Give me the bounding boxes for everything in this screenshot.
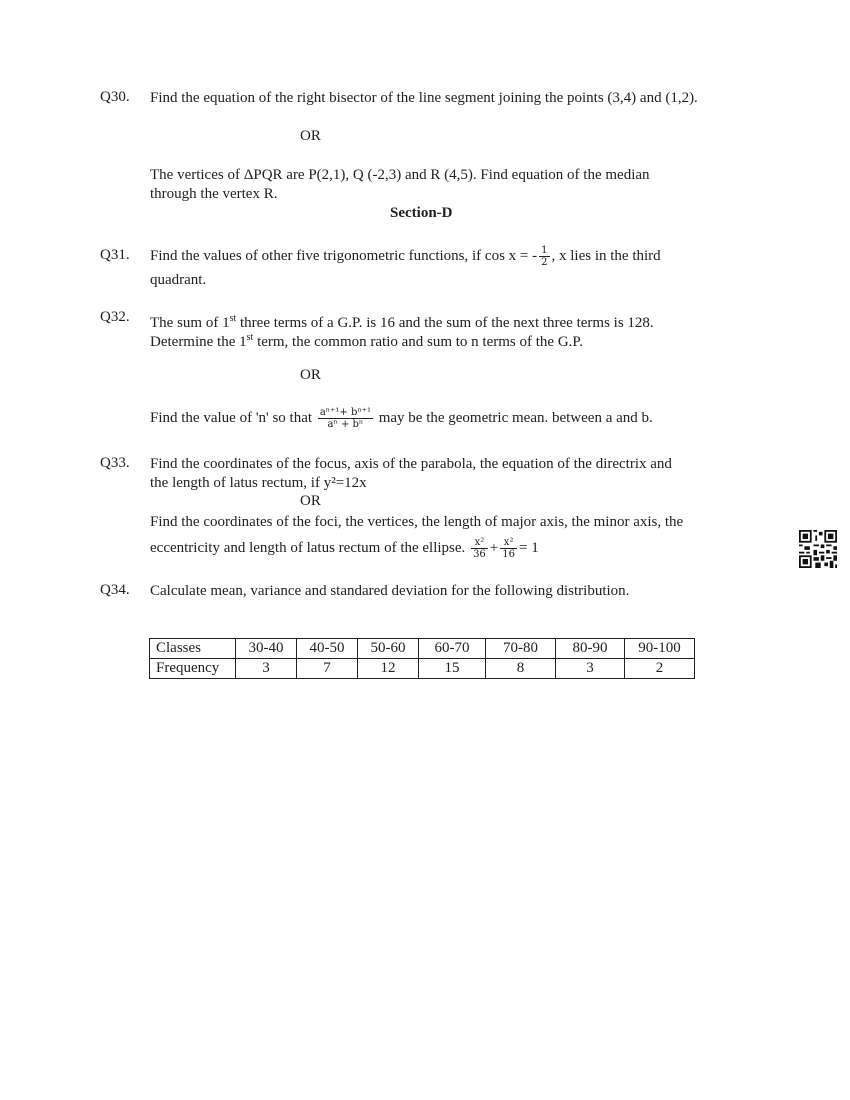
q33-alt-pre: eccentricity and length of latus rectum of the ellipse. — [150, 540, 466, 556]
q34-text: Calculate mean, variance and standared deviation for the following distribution. — [150, 583, 630, 599]
q32-alt — [150, 402, 653, 434]
table-cell: 3 — [556, 659, 625, 679]
q33-f2-num: x² — [503, 537, 514, 549]
q30-number: Q30. — [100, 89, 130, 105]
table-cell: 60-70 — [419, 639, 486, 659]
table-cell: 7 — [297, 659, 358, 679]
q32-or: OR — [300, 367, 321, 383]
table-row-classes — [150, 639, 695, 659]
q32-alt-fraction — [318, 407, 373, 430]
table-cell: 3 — [236, 659, 297, 679]
q31-frac-den: 2 — [541, 257, 548, 269]
q30-or: OR — [300, 128, 321, 144]
q33-or: OR — [300, 493, 321, 509]
q32-alt-num: aⁿ⁺¹+ bⁿ⁺¹ — [319, 407, 371, 419]
q31-fraction — [539, 245, 549, 268]
q32-number: Q32. — [100, 309, 130, 325]
table-row-frequency — [150, 659, 695, 679]
q30-alt-line2: through the vertex R. — [150, 186, 278, 202]
row-label-classes: Classes — [150, 639, 236, 659]
table-cell: 80-90 — [556, 639, 625, 659]
q31-number: Q31. — [100, 247, 130, 263]
q31-frac-num: 1 — [541, 245, 548, 257]
q33-f1-num: x² — [474, 537, 485, 549]
table-cell: 50-60 — [358, 639, 419, 659]
q33-line1: Find the coordinates of the focus, axis of the parabola, the equation of the directrix and — [150, 456, 672, 472]
q32-alt-den: aⁿ + bⁿ — [318, 418, 373, 430]
q32-l2sup: st — [246, 332, 254, 343]
q32-l1a: The sum of 1 — [150, 315, 230, 331]
q33-alt-line1: Find the coordinates of the foci, the vertices, the length of major axis, the minor axis, the — [150, 514, 684, 530]
q33-number: Q33. — [100, 455, 130, 471]
table-cell: 40-50 — [297, 639, 358, 659]
q32-l2b: term, the common ratio and sum to n terms of the G.P. — [253, 334, 583, 350]
q33-line2: the length of latus rectum, if y²=12x — [150, 475, 367, 491]
q31-line1 — [150, 242, 661, 270]
q32-l1b: three terms of a G.P. is 16 and the sum of the next three terms is 128. — [236, 315, 654, 331]
q32-l2a: Determine the 1 — [150, 334, 247, 350]
q30-alt-line1: The vertices of ΔPQR are P(2,1), Q (-2,3) and R (4,5). Find equation of the median — [150, 167, 650, 183]
q32-alt-pre: Find the value of 'n' so that — [150, 410, 313, 426]
q31-post: , x lies in the third — [551, 248, 661, 264]
q34-number: Q34. — [100, 582, 130, 598]
q33-plus: + — [489, 540, 499, 556]
q31-line2: quadrant. — [150, 272, 207, 288]
table-cell: 70-80 — [486, 639, 556, 659]
q33-alt-line2 — [150, 533, 539, 563]
q33-frac1 — [471, 537, 488, 560]
table-cell: 2 — [625, 659, 695, 679]
table-cell: 12 — [358, 659, 419, 679]
q32-alt-post: may be the geometric mean. between a and b. — [378, 410, 653, 426]
q33-eq: = 1 — [519, 540, 539, 556]
q33-f2-den: 16 — [502, 549, 515, 561]
q30-text: Find the equation of the right bisector of the line segment joining the points (3,4) and (1,2). — [150, 90, 698, 106]
table-cell: 8 — [486, 659, 556, 679]
section-heading: Section-D — [390, 205, 453, 221]
q32-line2 — [150, 328, 583, 352]
table-cell: 15 — [419, 659, 486, 679]
distribution-table — [149, 638, 695, 679]
table-cell: 30-40 — [236, 639, 297, 659]
q32-l1sup: st — [229, 313, 237, 324]
qr-code-icon — [799, 530, 837, 568]
q33-frac2 — [500, 537, 517, 560]
row-label-frequency: Frequency — [150, 659, 236, 679]
table-cell: 90-100 — [625, 639, 695, 659]
q31-pre: Find the values of other five trigonometric functions, if cos x = - — [150, 248, 538, 264]
q33-f1-den: 36 — [473, 549, 486, 561]
